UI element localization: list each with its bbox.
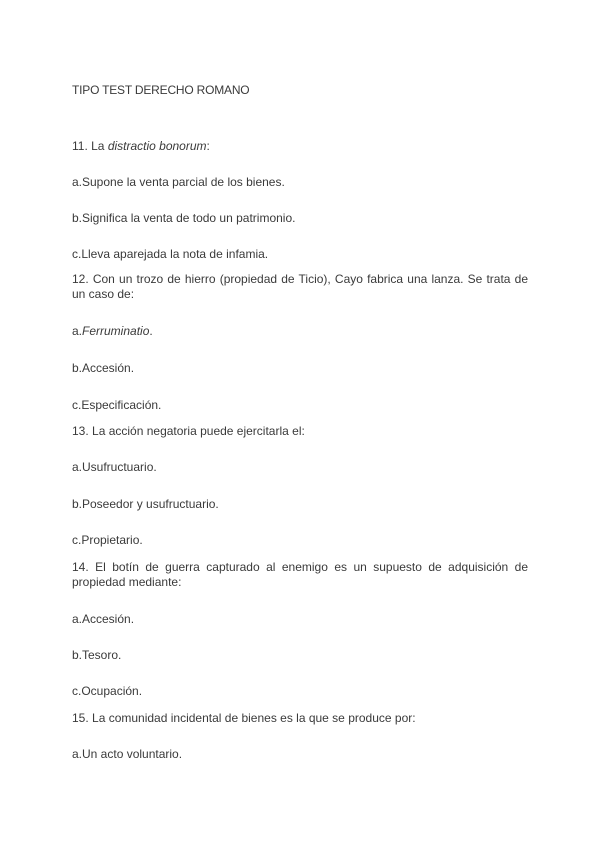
question-12: 12. Con un trozo de hierro (propiedad de Ticio), Cayo fabrica una lanza. Se trata de un caso de:: [72, 272, 528, 301]
question-13-option-a: a.Usufructuario.: [72, 460, 157, 474]
question-13: 13. La acción negatoria puede ejercitarla el:: [72, 424, 305, 438]
question-11: [72, 139, 528, 154]
question-12-option-a-italic: Ferruminatio: [82, 324, 150, 338]
question-12-option-a: [72, 324, 528, 339]
question-12-option-c: c.Especificación.: [72, 398, 162, 412]
question-13-option-c: c.Propietario.: [72, 533, 143, 547]
question-11-option-b: b.Significa la venta de todo un patrimonio.: [72, 211, 296, 225]
question-15: 15. La comunidad incidental de bienes es la que se produce por:: [72, 711, 416, 725]
question-14-option-b: b.Tesoro.: [72, 648, 122, 662]
question-12-option-a-suffix: .: [149, 324, 153, 338]
question-11-italic: distractio bonorum: [107, 139, 207, 153]
question-12-option-a-prefix: a.: [72, 324, 83, 338]
question-11-option-a: a.Supone la venta parcial de los bienes.: [72, 175, 285, 189]
question-11-prefix: 11. La: [72, 139, 108, 153]
question-14-option-a: a.Accesión.: [72, 612, 135, 626]
question-15-option-a: a.Un acto voluntario.: [72, 747, 183, 761]
question-13-option-b: b.Poseedor y usufructuario.: [72, 497, 219, 511]
question-14: 14. El botín de guerra capturado al enemigo es un supuesto de adquisición de propiedad mediante:: [72, 560, 528, 589]
question-11-suffix: :: [206, 139, 210, 153]
question-11-option-c: c.Lleva aparejada la nota de infamia.: [72, 247, 269, 261]
document-title: TIPO TEST DERECHO ROMANO: [72, 83, 250, 97]
question-12-option-b: b.Accesión.: [72, 361, 135, 375]
question-14-option-c: c.Ocupación.: [72, 684, 143, 698]
